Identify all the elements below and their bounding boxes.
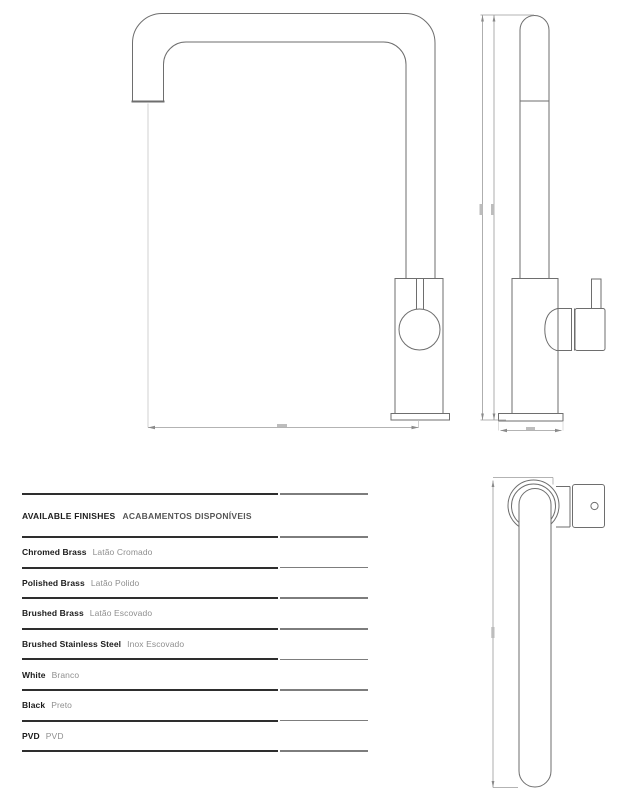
handle-joint-lines (572, 309, 575, 351)
table-rule (22, 750, 368, 752)
dimension-arrow (493, 15, 496, 22)
handle-block (573, 485, 605, 528)
handle-block (575, 309, 605, 351)
finishes-table (22, 493, 368, 752)
finish-name-en: Brushed Brass (22, 608, 84, 619)
finishes-header (22, 495, 368, 536)
table-rule (22, 689, 368, 691)
table-rule (22, 536, 368, 538)
finish-name-en: Brushed Stainless Steel (22, 639, 122, 650)
side-view-dimensions (480, 15, 564, 432)
spout-inner-outline (164, 42, 407, 279)
table-rule (22, 567, 368, 569)
finish-name-en: White (22, 669, 46, 680)
finish-row (22, 538, 368, 567)
finish-row (22, 630, 368, 659)
dimension-arrow (492, 481, 495, 488)
finish-name-pt: Latão Cromado (92, 547, 153, 558)
dimension-arrow (493, 414, 496, 421)
table-rule (22, 658, 368, 660)
finish-row (22, 722, 368, 751)
body-outline (512, 279, 558, 414)
finish-row (22, 599, 368, 628)
dimension-label-smudge (480, 204, 483, 215)
dimension-label-smudge (526, 427, 535, 430)
dimension-label-smudge (277, 424, 287, 427)
spout-column-outline (520, 15, 549, 278)
finish-name-pt: Preto (51, 700, 73, 711)
handle-knob-circle (399, 309, 440, 350)
base-flange (391, 414, 450, 421)
dimension-arrow (555, 429, 562, 432)
handle-connector (556, 487, 570, 528)
dimension-arrow (481, 15, 484, 22)
finish-name-pt: Branco (51, 669, 80, 680)
dimension-arrow (492, 781, 495, 788)
finish-name-en: PVD (22, 730, 40, 741)
finish-name-pt: Inox Escovado (127, 639, 185, 650)
finish-name-pt: Latão Polido (90, 577, 140, 588)
finishes-header-en: AVAILABLE FINISHES (22, 510, 116, 521)
dimension-arrow (501, 429, 508, 432)
table-rule (22, 628, 368, 630)
base-flange (499, 414, 564, 422)
table-rule (22, 720, 368, 722)
faucet-top-view (440, 465, 623, 800)
dimension-arrow (412, 426, 419, 429)
finish-name-pt: PVD (45, 730, 64, 741)
finish-name-en: Chromed Brass (22, 547, 87, 558)
spout-outer-outline (133, 14, 436, 279)
body-outline (395, 279, 443, 414)
handle-screw-hole (591, 502, 598, 509)
dimension-arrow (481, 414, 484, 421)
dimension-arrow (148, 426, 155, 429)
extension-line-top (493, 478, 553, 485)
dimension-label-smudge (491, 627, 494, 638)
dimension-label-smudge (491, 204, 494, 215)
finish-name-en: Polished Brass (22, 577, 85, 588)
faucet-top-view-body (508, 480, 605, 787)
finish-name-pt: Latão Escovado (89, 608, 153, 619)
handle-lever-stick (592, 279, 602, 309)
finish-row (22, 691, 368, 720)
front-view-dimensions (148, 104, 419, 430)
faucet-front-view (132, 14, 450, 421)
cartridge-stem-lines (417, 279, 424, 310)
finishes-header-pt: ACABAMENTOS DISPONÍVEIS (122, 510, 252, 521)
spout-stadium-outline (519, 489, 551, 788)
table-rule (22, 597, 368, 599)
finish-row (22, 660, 368, 689)
finish-row (22, 569, 368, 598)
faucet-side-view (499, 15, 606, 421)
table-rule (22, 493, 368, 495)
finish-name-en: Black (22, 700, 46, 711)
